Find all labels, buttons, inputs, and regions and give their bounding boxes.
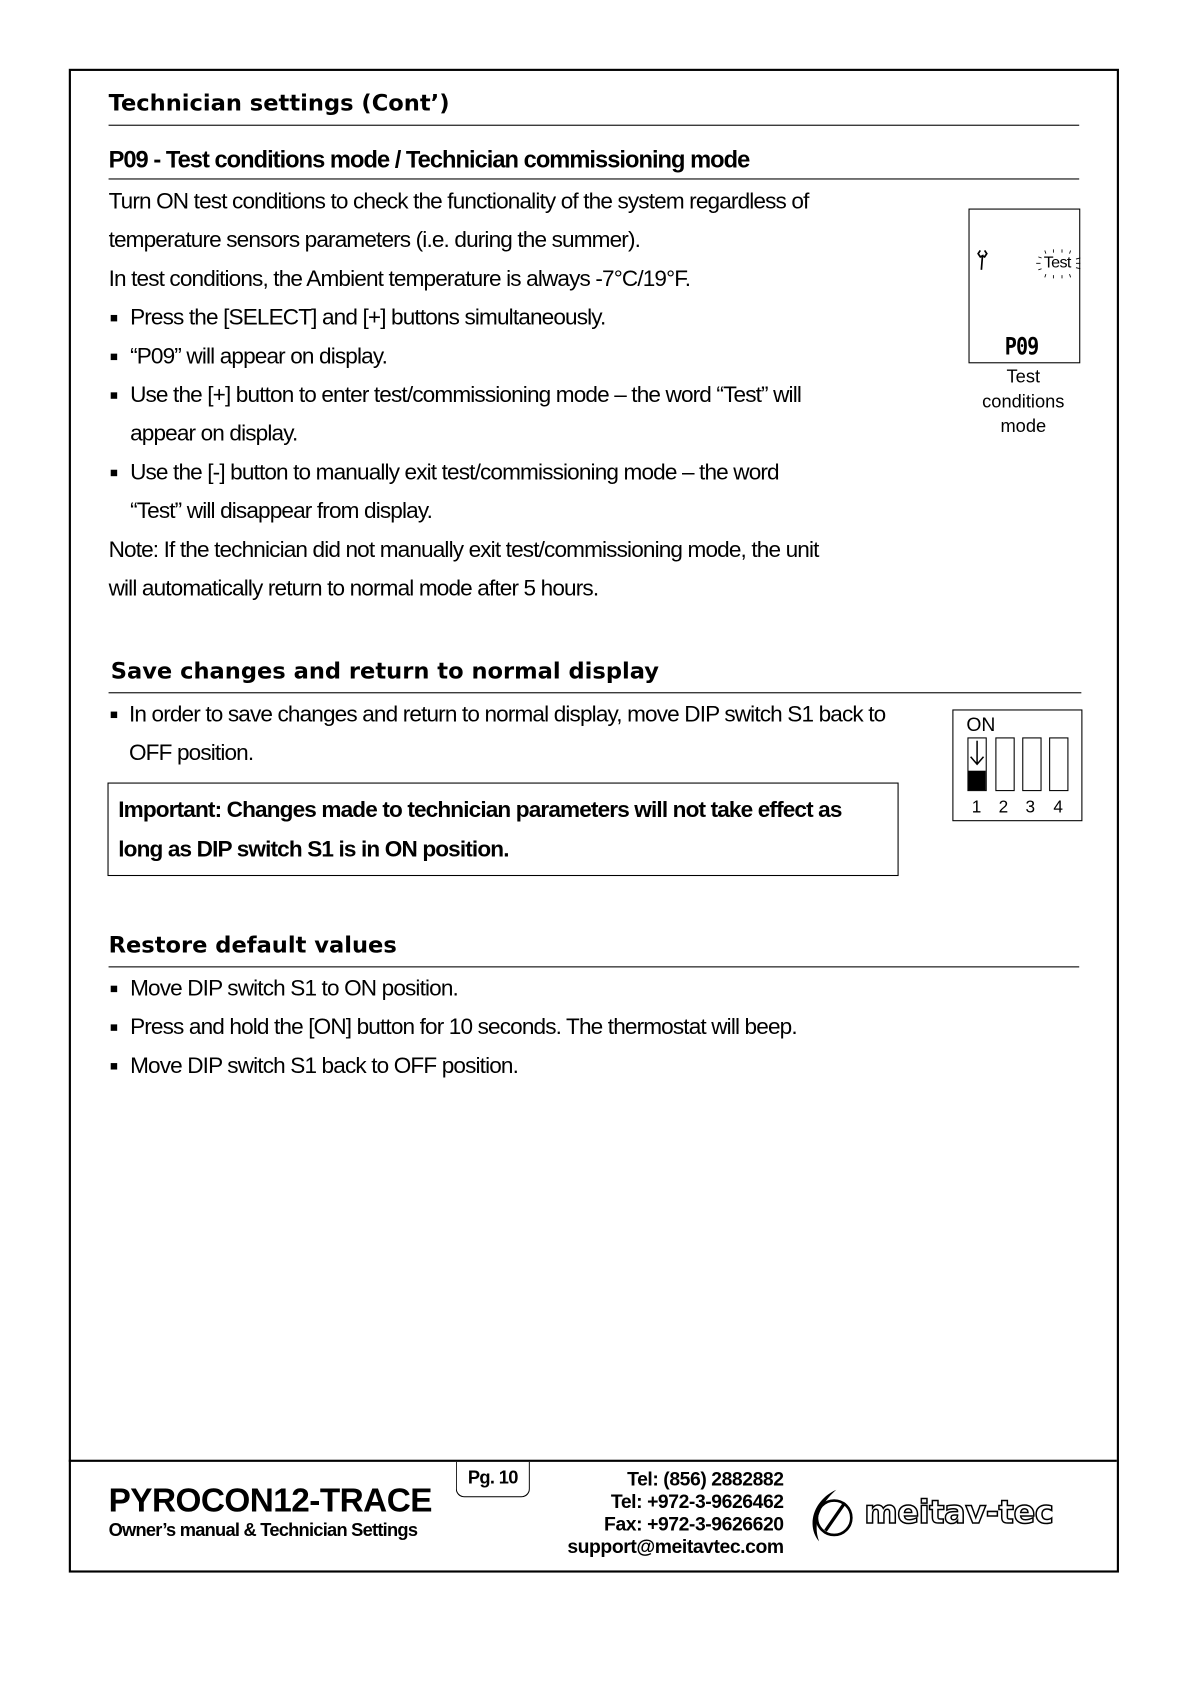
restore-bullet: Move DIP switch S1 to ON position.	[130, 976, 458, 1001]
p09-bullet: Use the [+] button to enter test/commissioning mode – the word “Test” will	[130, 382, 802, 408]
page-number: Pg. 10	[456, 1462, 530, 1497]
p09-bullet-cont: “Test” will disappear from display.	[130, 498, 432, 524]
dip-on-label: ON	[966, 713, 996, 736]
bullet-icon	[111, 1024, 117, 1030]
display-code: P09	[1004, 334, 1039, 362]
p09-intro-2: temperature sensors parameters (i.e. during the summer).	[108, 227, 641, 253]
bullet-icon	[111, 392, 117, 398]
p09-intro-1: Turn ON test conditions to check the functionality of the system regardless of	[108, 189, 809, 214]
important-box	[107, 783, 898, 877]
dip-switch-2	[995, 737, 1014, 791]
bullet-icon	[111, 354, 117, 360]
important-text: Changes made to technician parameters will not take effect as	[221, 797, 842, 823]
p09-intro-3: In test conditions, the Ambient temperature is always -7°C/19°F.	[108, 266, 691, 292]
restore-bullet: Press and hold the [ON] button for 10 seconds. The thermostat will beep.	[130, 1014, 797, 1040]
bullet-icon	[111, 712, 117, 718]
important-label: Important:	[118, 797, 222, 823]
p09-note-1: Note: If the technician did not manually exit test/commissioning mode, the unit	[108, 537, 819, 563]
restore-heading: Restore default values	[108, 931, 397, 958]
dip-switch	[952, 709, 1082, 821]
caption-line: conditions	[982, 391, 1065, 412]
dip-switch-3	[1022, 737, 1041, 791]
p09-bullet: “P09” will appear on display.	[130, 343, 388, 369]
p09-bullet: Use the [-] button to manually exit test/commissioning mode – the word	[130, 460, 779, 485]
dip-number: 3	[1025, 798, 1036, 817]
bullet-icon	[111, 986, 117, 992]
meitav-logo-text: meitav-tec	[864, 1494, 1054, 1532]
bullet-icon	[111, 1063, 117, 1069]
footer-divider	[69, 1460, 1117, 1462]
meitav-logo-icon	[804, 1486, 862, 1546]
contact-phone-il: Tel: +972-3-9626462	[610, 1490, 784, 1513]
restore-bullet: Move DIP switch S1 back to OFF position.	[130, 1053, 519, 1079]
p09-note-2: will automatically return to normal mode after 5 hours.	[108, 576, 599, 601]
section-title: Technician settings (Cont’)	[108, 90, 450, 117]
p09-heading: P09 - Test conditions mode / Technician commissioning mode	[108, 146, 750, 174]
thermostat-display	[968, 209, 1080, 364]
save-heading: Save changes and return to normal display	[110, 657, 659, 684]
dip-number: 1	[971, 798, 982, 817]
divider	[109, 966, 1080, 967]
divider	[109, 178, 1080, 179]
dip-number: 4	[1053, 798, 1063, 817]
p09-bullet: Press the [SELECT] and [+] buttons simultaneously.	[130, 305, 606, 330]
caption-line: Test	[1006, 366, 1041, 387]
divider	[109, 692, 1082, 693]
wrench-icon	[974, 248, 991, 272]
divider	[109, 125, 1080, 126]
dip-switch-1	[967, 737, 986, 791]
manual-subtitle: Owner’s manual & Technician Settings	[108, 1519, 418, 1541]
save-bullet-cont: OFF position.	[128, 740, 254, 766]
bullet-icon	[111, 470, 117, 476]
product-name: PYROCON12-TRACE	[108, 1481, 432, 1519]
arrow-down-icon	[970, 741, 985, 767]
dip-switch-4	[1049, 737, 1068, 791]
save-bullet: In order to save changes and return to normal display, move DIP switch S1 back to	[128, 701, 886, 727]
caption-line: mode	[1000, 415, 1047, 437]
test-indicator: Test	[1043, 253, 1071, 272]
contact-fax: Fax: +972-3-9626620	[604, 1513, 784, 1535]
contact-email: support@meitavtec.com	[567, 1536, 784, 1558]
contact-phone-us: Tel: (856) 2882882	[627, 1468, 784, 1490]
important-line-2: long as DIP switch S1 is in ON position.	[118, 837, 509, 863]
display-caption	[959, 364, 1088, 438]
important-line-1	[118, 791, 841, 830]
p09-bullet-cont: appear on display.	[130, 421, 298, 447]
dip-number: 2	[998, 798, 1009, 817]
bullet-icon	[111, 315, 117, 321]
